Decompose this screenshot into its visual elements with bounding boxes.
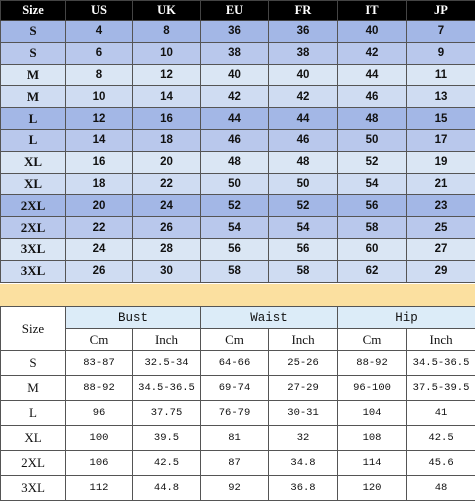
header-fr: FR xyxy=(269,1,338,21)
table-row xyxy=(1,64,475,86)
value-cell: 18 xyxy=(133,129,201,151)
size-cell: 2XL xyxy=(1,195,66,217)
value-cell: 26 xyxy=(133,217,201,239)
measurement-cell: 96 xyxy=(66,401,133,426)
table-row xyxy=(1,476,475,501)
unit-header: Cm xyxy=(66,329,133,351)
table-row xyxy=(1,260,475,282)
value-cell: 58 xyxy=(201,260,269,282)
value-cell: 46 xyxy=(269,129,338,151)
size-cell: XL xyxy=(1,173,66,195)
unit-header: Inch xyxy=(407,329,475,351)
table-row xyxy=(1,86,475,108)
size-cell: XL xyxy=(1,426,66,451)
measurement-cell: 112 xyxy=(66,476,133,501)
unit-header: Cm xyxy=(338,329,407,351)
table-row xyxy=(1,217,475,239)
value-cell: 20 xyxy=(133,151,201,173)
size-cell: M xyxy=(1,86,66,108)
measurement-cell: 42.5 xyxy=(133,451,201,476)
value-cell: 22 xyxy=(66,217,133,239)
value-cell: 62 xyxy=(338,260,407,282)
value-cell: 40 xyxy=(269,64,338,86)
value-cell: 50 xyxy=(201,173,269,195)
value-cell: 50 xyxy=(338,129,407,151)
measurement-cell: 64-66 xyxy=(201,351,269,376)
size-cell: 2XL xyxy=(1,217,66,239)
value-cell: 12 xyxy=(133,64,201,86)
value-cell: 27 xyxy=(407,238,475,260)
body-measurement-table xyxy=(0,306,475,501)
value-cell: 20 xyxy=(66,195,133,217)
value-cell: 52 xyxy=(201,195,269,217)
value-cell: 8 xyxy=(133,21,201,43)
value-cell: 44 xyxy=(338,64,407,86)
measurement-cell: 36.8 xyxy=(269,476,338,501)
measurement-cell: 106 xyxy=(66,451,133,476)
value-cell: 24 xyxy=(133,195,201,217)
table-row xyxy=(1,151,475,173)
value-cell: 36 xyxy=(269,21,338,43)
table-row xyxy=(1,195,475,217)
group-bust: Bust xyxy=(66,307,201,329)
size-cell: M xyxy=(1,376,66,401)
value-cell: 4 xyxy=(66,21,133,43)
value-cell: 30 xyxy=(133,260,201,282)
value-cell: 24 xyxy=(66,238,133,260)
measurement-cell: 37.5-39.5 xyxy=(407,376,475,401)
measurement-cell: 114 xyxy=(338,451,407,476)
value-cell: 40 xyxy=(201,64,269,86)
size-cell: S xyxy=(1,351,66,376)
group-waist: Waist xyxy=(201,307,338,329)
size-cell: S xyxy=(1,42,66,64)
measurement-cell: 34.8 xyxy=(269,451,338,476)
size-cell: 3XL xyxy=(1,238,66,260)
size-cell: L xyxy=(1,129,66,151)
value-cell: 12 xyxy=(66,108,133,130)
measurement-cell: 87 xyxy=(201,451,269,476)
value-cell: 58 xyxy=(338,217,407,239)
value-cell: 22 xyxy=(133,173,201,195)
measurement-cell: 34.5-36.5 xyxy=(407,351,475,376)
value-cell: 17 xyxy=(407,129,475,151)
value-cell: 16 xyxy=(133,108,201,130)
separator-band xyxy=(0,284,475,306)
measurement-unit-row xyxy=(1,329,475,351)
value-cell: 9 xyxy=(407,42,475,64)
value-cell: 58 xyxy=(269,260,338,282)
measurement-group-row xyxy=(1,307,475,329)
value-cell: 14 xyxy=(133,86,201,108)
value-cell: 38 xyxy=(201,42,269,64)
measurement-cell: 32 xyxy=(269,426,338,451)
measurement-cell: 92 xyxy=(201,476,269,501)
measurement-cell: 42.5 xyxy=(407,426,475,451)
value-cell: 60 xyxy=(338,238,407,260)
header-us: US xyxy=(66,1,133,21)
unit-header: Inch xyxy=(269,329,338,351)
measurement-cell: 76-79 xyxy=(201,401,269,426)
unit-header: Cm xyxy=(201,329,269,351)
value-cell: 44 xyxy=(269,108,338,130)
value-cell: 48 xyxy=(269,151,338,173)
value-cell: 10 xyxy=(133,42,201,64)
size-conversion-header-row xyxy=(1,1,475,21)
group-hip: Hip xyxy=(338,307,475,329)
table-row xyxy=(1,238,475,260)
measurement-cell: 88-92 xyxy=(338,351,407,376)
measurement-cell: 37.75 xyxy=(133,401,201,426)
value-cell: 8 xyxy=(66,64,133,86)
measurement-cell: 30-31 xyxy=(269,401,338,426)
measurement-cell: 27-29 xyxy=(269,376,338,401)
table-row xyxy=(1,173,475,195)
value-cell: 54 xyxy=(201,217,269,239)
header-it: IT xyxy=(338,1,407,21)
table-row xyxy=(1,351,475,376)
value-cell: 18 xyxy=(66,173,133,195)
value-cell: 11 xyxy=(407,64,475,86)
value-cell: 50 xyxy=(269,173,338,195)
value-cell: 15 xyxy=(407,108,475,130)
value-cell: 42 xyxy=(201,86,269,108)
table-row xyxy=(1,376,475,401)
value-cell: 10 xyxy=(66,86,133,108)
value-cell: 54 xyxy=(269,217,338,239)
size-cell: L xyxy=(1,401,66,426)
value-cell: 46 xyxy=(201,129,269,151)
measurement-cell: 88-92 xyxy=(66,376,133,401)
value-cell: 14 xyxy=(66,129,133,151)
value-cell: 23 xyxy=(407,195,475,217)
table-row xyxy=(1,451,475,476)
header-uk: UK xyxy=(133,1,201,21)
value-cell: 36 xyxy=(201,21,269,43)
value-cell: 56 xyxy=(269,238,338,260)
unit-header: Inch xyxy=(133,329,201,351)
measurement-cell: 41 xyxy=(407,401,475,426)
measurement-cell: 104 xyxy=(338,401,407,426)
value-cell: 26 xyxy=(66,260,133,282)
measurement-cell: 45.6 xyxy=(407,451,475,476)
value-cell: 21 xyxy=(407,173,475,195)
value-cell: 29 xyxy=(407,260,475,282)
measurement-cell: 44.8 xyxy=(133,476,201,501)
size-cell: 2XL xyxy=(1,451,66,476)
measurement-cell: 34.5-36.5 xyxy=(133,376,201,401)
size-cell: 3XL xyxy=(1,260,66,282)
value-cell: 25 xyxy=(407,217,475,239)
header-jp: JP xyxy=(407,1,475,21)
value-cell: 19 xyxy=(407,151,475,173)
value-cell: 46 xyxy=(338,86,407,108)
measurement-cell: 32.5-34 xyxy=(133,351,201,376)
value-cell: 28 xyxy=(133,238,201,260)
value-cell: 48 xyxy=(201,151,269,173)
size-cell: 3XL xyxy=(1,476,66,501)
table-row xyxy=(1,21,475,43)
value-cell: 40 xyxy=(338,21,407,43)
value-cell: 52 xyxy=(338,151,407,173)
value-cell: 48 xyxy=(338,108,407,130)
value-cell: 56 xyxy=(201,238,269,260)
value-cell: 42 xyxy=(269,86,338,108)
header-size: Size xyxy=(1,1,66,21)
value-cell: 7 xyxy=(407,21,475,43)
measurement-cell: 39.5 xyxy=(133,426,201,451)
value-cell: 38 xyxy=(269,42,338,64)
measurement-cell: 100 xyxy=(66,426,133,451)
measurement-cell: 120 xyxy=(338,476,407,501)
value-cell: 54 xyxy=(338,173,407,195)
size-cell: M xyxy=(1,64,66,86)
value-cell: 52 xyxy=(269,195,338,217)
size-cell: L xyxy=(1,108,66,130)
measurement-cell: 81 xyxy=(201,426,269,451)
table-row xyxy=(1,108,475,130)
table-row xyxy=(1,426,475,451)
measurement-size-header: Size xyxy=(1,307,66,351)
value-cell: 42 xyxy=(338,42,407,64)
size-cell: S xyxy=(1,21,66,43)
value-cell: 13 xyxy=(407,86,475,108)
measurement-cell: 48 xyxy=(407,476,475,501)
table-row xyxy=(1,129,475,151)
header-eu: EU xyxy=(201,1,269,21)
measurement-cell: 25-26 xyxy=(269,351,338,376)
table-row xyxy=(1,401,475,426)
value-cell: 6 xyxy=(66,42,133,64)
size-cell: XL xyxy=(1,151,66,173)
value-cell: 56 xyxy=(338,195,407,217)
value-cell: 44 xyxy=(201,108,269,130)
measurement-cell: 69-74 xyxy=(201,376,269,401)
measurement-cell: 96-100 xyxy=(338,376,407,401)
value-cell: 16 xyxy=(66,151,133,173)
table-row xyxy=(1,42,475,64)
measurement-cell: 83-87 xyxy=(66,351,133,376)
measurement-cell: 108 xyxy=(338,426,407,451)
